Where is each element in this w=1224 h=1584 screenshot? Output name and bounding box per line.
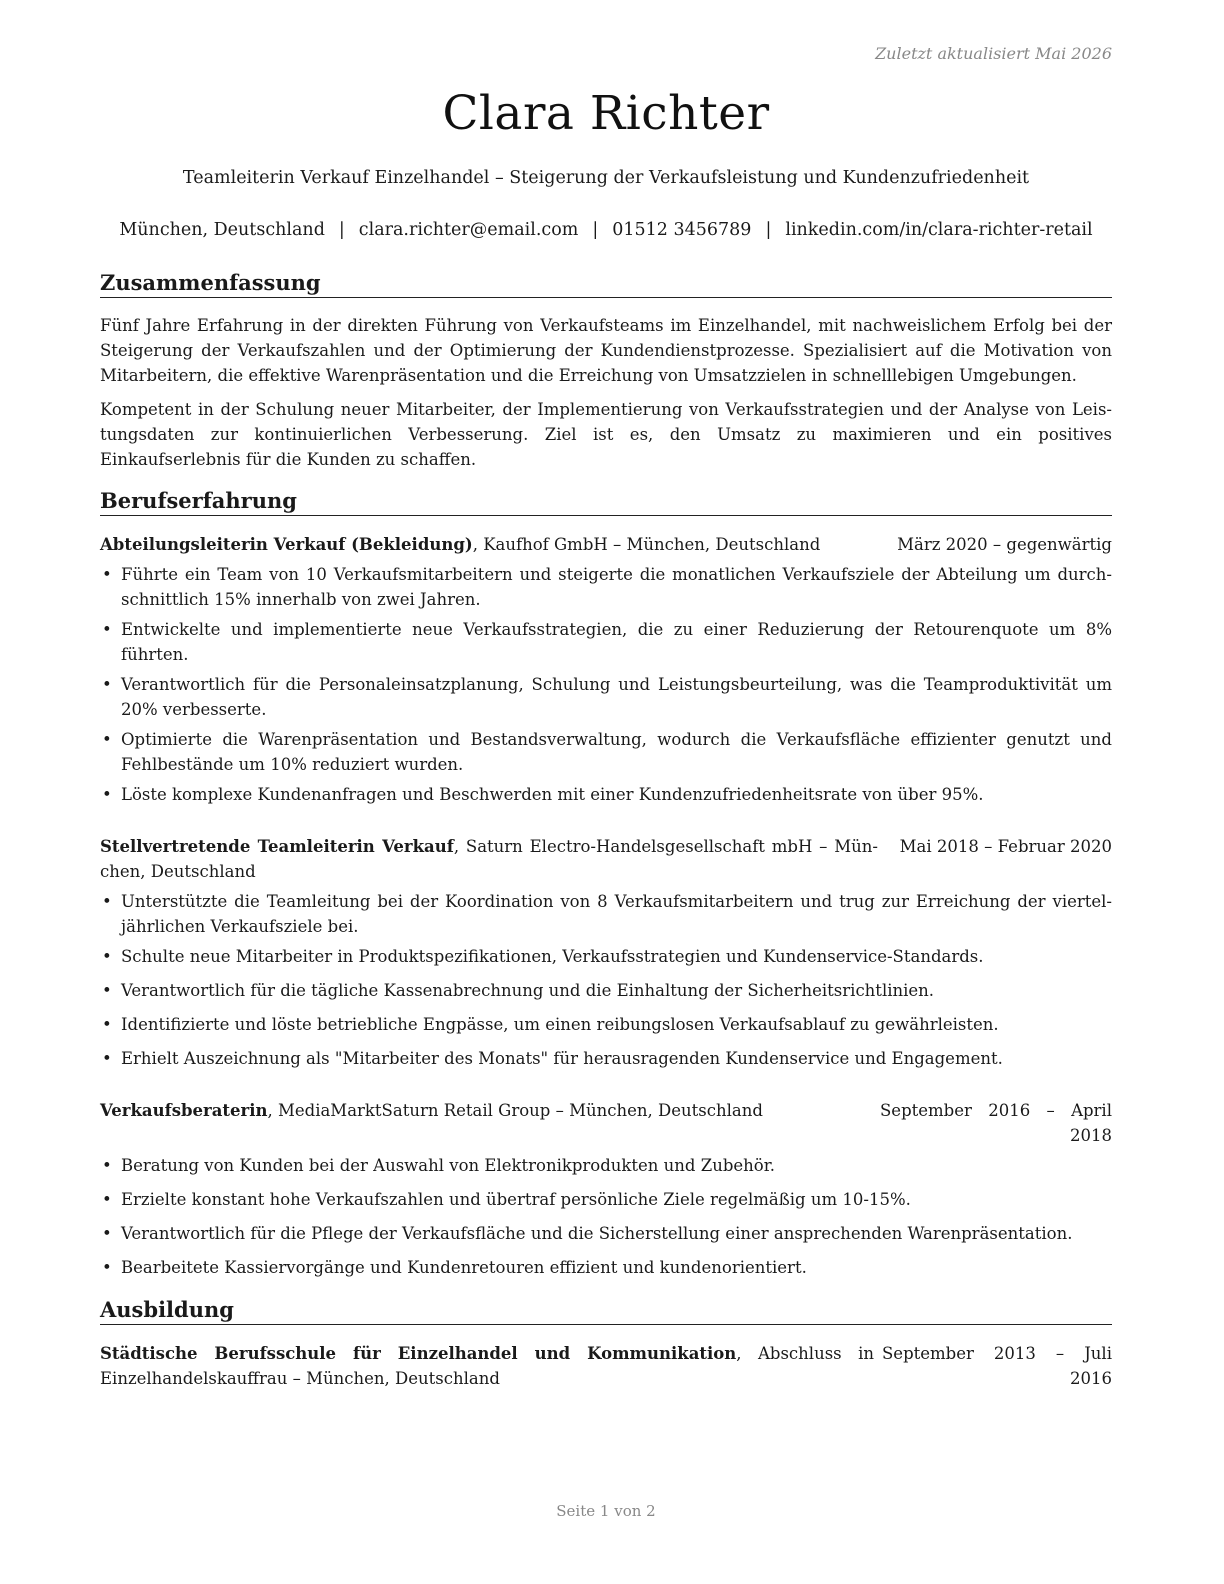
job-company: , Saturn Electro-Handelsgesellschaft mbH – München, Deutschland [100, 837, 878, 881]
job-header [100, 532, 1112, 557]
education-school: Städtische Berufsschule für Einzelhandel und Kommunikation [100, 1344, 737, 1363]
education-entry [100, 1341, 1112, 1391]
contact-linkedin[interactable]: linkedin.com/in/clara-richter-retail [785, 220, 1093, 240]
page-footer: Seite 1 von 2 [556, 1502, 656, 1520]
list-item: • Erzielte konstant hohe Verkaufszahlen und übertraf persönliche Ziele regelmäßig um 10-15%. [100, 1187, 1112, 1212]
list-item: • Bearbeitete Kassiervorgänge und Kundenretouren effizient und kundenorientiert. [100, 1255, 1112, 1280]
contact-separator: | [338, 220, 345, 240]
job-dates: September 2016 – April 2018 [880, 1101, 1112, 1145]
job-header [100, 834, 1112, 884]
contact-location: München, Deutschland [119, 220, 325, 240]
section-title-education: Ausbildung [100, 1297, 1112, 1325]
contact-email[interactable]: clara.richter@email.com [358, 220, 579, 240]
contact-separator: | [765, 220, 772, 240]
job-dates: März 2020 – gegenwärtig [897, 535, 1112, 554]
job-bullets [100, 889, 1112, 1071]
list-item: • Verantwortlich für die tägliche Kassenabrechnung und die Einhaltung der Sicherheitsrichtlinien. [100, 978, 1112, 1003]
job-title-line [100, 834, 878, 884]
list-item: • Führte ein Team von 10 Verkaufsmitarbeitern und steigerte die monatlichen Verkaufsziele der Abteilung um durchschnittlich 15% innerhalb von zwei Jahren. [100, 562, 1112, 612]
job-dates: Mai 2018 – Februar 2020 [899, 837, 1112, 856]
candidate-name: Clara Richter [442, 86, 770, 141]
list-item: • Löste komplexe Kundenanfragen und Beschwerden mit einer Kundenzufriedenheitsrate von über 95%. [100, 782, 1112, 807]
education-title-line [100, 1341, 874, 1391]
job-company: , Kaufhof GmbH – München, Deutschland [472, 535, 821, 554]
headline: Teamleiterin Verkauf Einzelhandel – Steigerung der Verkaufsleistung und Kundenzufriedenheit [182, 168, 1030, 188]
job-title-line [100, 1098, 860, 1123]
job-company: , MediaMarktSaturn Retail Group – München, Deutschland [267, 1101, 763, 1120]
job-bullets [100, 1153, 1112, 1280]
education-degree: , Abschluss in Einzelhandelskauffrau – München, Deutschland [100, 1344, 874, 1388]
summary-paragraph: Kompetent in der Schulung neuer Mitarbeiter, der Implementierung von Verkaufsstrategien und der Analyse von Leistungsdaten zur kontinuierlichen Verbesserung. Ziel ist es, den Umsatz zu maximieren und ein positives Einkaufserlebnis für die Kunden zu schaffen. [100, 400, 1112, 469]
job-role: Stellvertretende Teamleiterin Verkauf [100, 837, 454, 856]
contact-phone: 01512 3456789 [612, 220, 752, 240]
job-role: Abteilungsleiterin Verkauf (Bekleidung) [100, 535, 473, 554]
list-item: • Verantwortlich für die Pflege der Verkaufsfläche und die Sicherstellung einer ansprechenden Warenpräsentation. [100, 1221, 1112, 1246]
list-item: • Optimierte die Warenpräsentation und Bestandsverwaltung, wodurch die Verkaufsfläche effizienter genutzt und Fehlbestände um 10% reduziert wurden. [100, 727, 1112, 777]
section-title-experience: Berufserfahrung [100, 488, 1112, 516]
summary-paragraph: Fünf Jahre Erfahrung in der direkten Führung von Verkaufsteams im Einzelhandel, mit nachweislichem Erfolg bei der Steigerung der Verkaufszahlen und der Optimierung der Kundendienstprozesse. Spezialisiert auf die Motivation von Mitarbeitern, die effektive Warenpräsentation und die Erreichung von Umsatzzielen in schnelllebigen Umgebungen. [100, 316, 1112, 385]
education-dates: September 2013 – Juli 2016 [882, 1344, 1112, 1388]
list-item: • Identifizierte und löste betriebliche Engpässe, um einen reibungslosen Verkaufsablauf zu gewährleisten. [100, 1012, 1112, 1037]
job-bullets [100, 562, 1112, 807]
section-title-summary: Zusammenfassung [100, 270, 1112, 298]
resume-page [100, 0, 1112, 1584]
list-item: • Verantwortlich für die Personaleinsatzplanung, Schulung und Leistungsbeurteilung, was die Teamproduktivität um 20% verbesserte. [100, 672, 1112, 722]
job-header [100, 1098, 1112, 1148]
last-updated: Zuletzt aktualisiert Mai 2026 [875, 44, 1112, 63]
job-title-line [100, 532, 860, 557]
list-item: • Schulte neue Mitarbeiter in Produktspezifikationen, Verkaufsstrategien und Kundenservice-Standards. [100, 944, 1112, 969]
list-item: • Beratung von Kunden bei der Auswahl von Elektronikprodukten und Zubehör. [100, 1153, 1112, 1178]
job-role: Verkaufsberaterin [100, 1101, 268, 1120]
contact-line [100, 220, 1112, 240]
list-item: • Unterstützte die Teamleitung bei der Koordination von 8 Verkaufsmitarbeitern und trug zur Erreichung der vierteljährlichen Verkaufsziele bei. [100, 889, 1112, 939]
list-item: • Erhielt Auszeichnung als "Mitarbeiter des Monats" für herausragenden Kundenservice und Engagement. [100, 1046, 1112, 1071]
contact-separator: | [592, 220, 599, 240]
list-item: • Entwickelte und implementierte neue Verkaufsstrategien, die zu einer Reduzierung der Retourenquote um 8% führten. [100, 617, 1112, 667]
